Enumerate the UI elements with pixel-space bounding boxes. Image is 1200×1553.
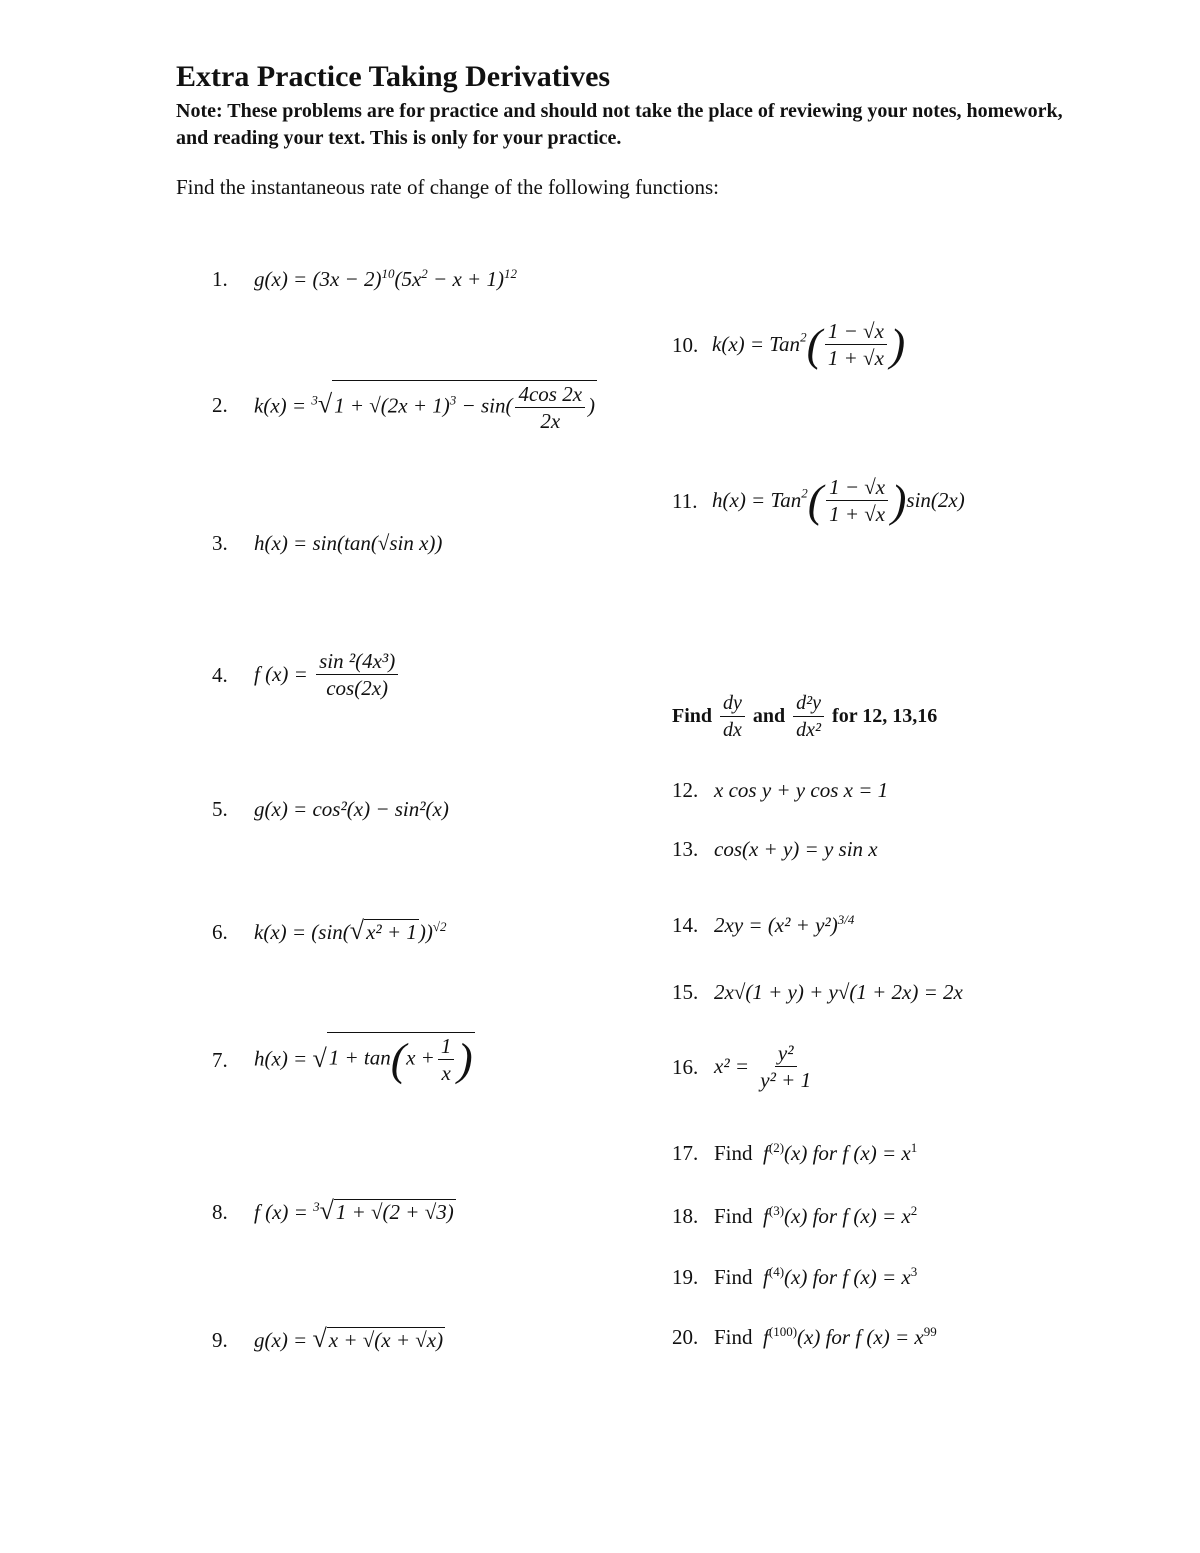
eq-part: − sin(	[456, 393, 513, 418]
exponent: 2	[801, 485, 808, 501]
dy-dx-fraction	[720, 690, 745, 743]
equation	[714, 912, 854, 938]
eq-part: f (x) =	[254, 662, 308, 686]
problem-9	[212, 1324, 445, 1354]
problem-number: 16.	[672, 1055, 699, 1080]
exponent: 3/4	[837, 912, 855, 927]
eq-part: (5x	[394, 267, 422, 291]
numerator: 1 − √x	[826, 474, 888, 501]
equation	[254, 1324, 445, 1354]
problem-number: 9.	[212, 1328, 228, 1352]
problem-12	[672, 778, 888, 803]
fraction	[438, 1033, 455, 1086]
problem-number: 18.	[672, 1204, 699, 1228]
eq-part: ))	[418, 920, 433, 944]
exponent: 12	[503, 266, 517, 281]
problem-19	[672, 1264, 917, 1290]
problem-number: 11.	[672, 489, 698, 514]
numerator: 4cos 2x	[515, 381, 585, 408]
equation	[254, 648, 401, 701]
denominator: dx²	[796, 719, 822, 741]
problem-16	[672, 1040, 817, 1093]
equation	[714, 1203, 917, 1229]
eq-part: f	[763, 1141, 769, 1165]
problem-11	[672, 474, 965, 527]
instructions: Find the instantaneous rate of change of the following functions:	[176, 175, 719, 199]
exponent: 3	[910, 1264, 918, 1279]
equation: h(x) = sin(tan(√sin x))	[254, 531, 443, 555]
equation	[714, 1140, 917, 1166]
find-word: Find	[714, 1265, 753, 1289]
equation	[712, 318, 905, 371]
problem-number: 3.	[212, 531, 228, 555]
numerator: dy	[720, 690, 745, 717]
find-word: Find	[714, 1325, 753, 1349]
exponent: 1	[910, 1140, 918, 1155]
problem-10	[672, 318, 905, 371]
eq-part: k(x) = Tan	[712, 332, 801, 356]
exponent: 2	[421, 266, 428, 281]
eq-part: − x + 1)	[427, 267, 504, 291]
denominator: cos(2x)	[326, 676, 389, 700]
problem-range: for 12, 13,16	[832, 705, 938, 727]
eq-part: g(x) =	[254, 1328, 308, 1352]
denominator: y² + 1	[760, 1068, 812, 1092]
problem-13	[672, 837, 878, 862]
radicand: 1 + √(2 + √3)	[335, 1200, 454, 1224]
find-word: Find	[714, 1204, 753, 1228]
eq-part: h(x) =	[254, 1046, 308, 1071]
eq-part: (x) for f (x) = x	[784, 1204, 911, 1228]
problem-number: 5.	[212, 797, 228, 821]
equation	[254, 1032, 475, 1086]
fraction	[316, 648, 398, 701]
practice-note: Note: These problems are for practice and should not take the place of reviewing your notes, homework, and reading your text. This is only for your practice.	[176, 100, 1063, 149]
equation	[254, 916, 447, 946]
find-derivatives-instruction	[672, 690, 937, 743]
page-title: Extra Practice Taking Derivatives	[176, 60, 611, 93]
exponent: 2	[800, 329, 807, 345]
problem-8	[212, 1196, 456, 1226]
numerator: y²	[775, 1040, 797, 1067]
eq-part: )	[588, 393, 596, 418]
open-paren: (	[806, 319, 822, 370]
open-paren: (	[390, 1033, 407, 1085]
problem-number: 10.	[672, 333, 699, 358]
problem-number: 1.	[212, 267, 228, 291]
derivative-order: (2)	[768, 1140, 785, 1155]
eq-part: 2xy = (x² + y²)	[714, 913, 838, 937]
equation	[254, 1196, 456, 1226]
problem-15	[672, 980, 963, 1005]
problem-1	[212, 266, 517, 292]
radical-sign: √	[312, 1324, 327, 1353]
eq-part: k(x) = (sin(	[254, 920, 350, 944]
problem-7	[212, 1032, 475, 1086]
eq-part: k(x) =	[254, 393, 307, 418]
open-paren: (	[807, 475, 824, 526]
problem-2	[212, 380, 597, 434]
exponent: 99	[923, 1324, 937, 1339]
equation	[712, 474, 965, 527]
and-word: and	[752, 705, 786, 727]
problem-4	[212, 648, 401, 701]
radicand	[327, 1032, 475, 1086]
problem-number: 17.	[672, 1141, 699, 1165]
radicand: x + √(x + √x)	[328, 1328, 444, 1352]
fraction	[826, 474, 888, 527]
eq-part: f	[763, 1265, 769, 1289]
problem-18	[672, 1203, 917, 1229]
radicand	[332, 380, 597, 434]
equation: x cos y + y cos x = 1	[714, 778, 889, 802]
radical-sign: √	[317, 389, 333, 419]
denominator: 1 + √x	[827, 346, 884, 370]
problem-number: 2.	[212, 393, 228, 418]
exponent: 3	[449, 392, 457, 408]
denominator: 2x	[540, 409, 561, 433]
find-word: Find	[714, 1141, 753, 1165]
problem-17	[672, 1140, 917, 1166]
fraction	[757, 1040, 814, 1093]
radical-sign: √	[312, 1044, 327, 1073]
fraction	[515, 381, 585, 434]
problem-6	[212, 916, 447, 946]
root-index: 3	[313, 1199, 320, 1214]
eq-part: x +	[406, 1045, 435, 1070]
denominator: 1 + √x	[829, 502, 886, 526]
problem-5	[212, 797, 449, 822]
problem-number: 6.	[212, 920, 228, 944]
exponent: √2	[432, 919, 447, 934]
problem-number: 15.	[672, 980, 699, 1004]
eq-part: (x) for f (x) = x	[784, 1141, 911, 1165]
d2y-dx2-fraction	[793, 690, 824, 743]
equation: g(x) = cos²(x) − sin²(x)	[254, 797, 449, 821]
problem-number: 20.	[672, 1325, 699, 1349]
numerator: d²y	[793, 690, 824, 717]
fraction	[825, 318, 887, 371]
eq-part: h(x) = Tan	[712, 488, 802, 512]
problem-number: 13.	[672, 837, 699, 861]
denominator: dx	[723, 719, 742, 741]
derivative-order: (4)	[768, 1264, 785, 1279]
find-word: Find	[672, 705, 713, 727]
eq-part: f (x) =	[254, 1200, 308, 1224]
eq-part: g(x) = (3x − 2)	[254, 267, 382, 291]
problem-number: 12.	[672, 778, 699, 802]
derivative-order: (100)	[768, 1324, 798, 1339]
radical-sign: √	[319, 1196, 334, 1225]
equation	[254, 380, 597, 434]
eq-part: x² =	[714, 1054, 750, 1078]
close-paren: )	[891, 475, 907, 526]
eq-part: f	[763, 1204, 769, 1228]
equation	[714, 1264, 917, 1290]
numerator: 1 − √x	[825, 318, 887, 345]
problem-number: 8.	[212, 1200, 228, 1224]
eq-part: 1 + tan	[328, 1045, 391, 1070]
root-index: 3	[311, 392, 318, 408]
problem-number: 7.	[212, 1047, 228, 1072]
close-paren: )	[889, 319, 906, 370]
equation	[254, 266, 517, 292]
radicand: x² + 1	[366, 920, 417, 944]
eq-part: (x) for f (x) = x	[784, 1265, 911, 1289]
eq-part: 1 + √(2x + 1)	[334, 393, 450, 418]
exponent: 2	[910, 1203, 918, 1218]
eq-part: (x) for f (x) = x	[797, 1325, 924, 1349]
problem-number: 14.	[672, 913, 699, 937]
eq-part: sin(2x)	[906, 488, 965, 512]
derivative-order: (3)	[768, 1203, 785, 1218]
denominator: x	[441, 1061, 451, 1085]
problem-number: 19.	[672, 1265, 699, 1289]
equation	[714, 1324, 937, 1350]
problem-20	[672, 1324, 937, 1350]
problem-number: 4.	[212, 663, 228, 688]
problem-14	[672, 912, 854, 938]
exponent: 10	[381, 266, 395, 281]
numerator: 1	[438, 1033, 455, 1060]
equation	[714, 1040, 817, 1093]
equation: cos(x + y) = y sin x	[714, 837, 878, 861]
numerator: sin ²(4x³)	[316, 648, 398, 675]
equation: 2x√(1 + y) + y√(1 + 2x) = 2x	[714, 980, 963, 1004]
eq-part: f	[763, 1325, 769, 1349]
close-paren: )	[457, 1033, 473, 1085]
radical-sign: √	[349, 916, 365, 945]
problem-3	[212, 531, 442, 556]
